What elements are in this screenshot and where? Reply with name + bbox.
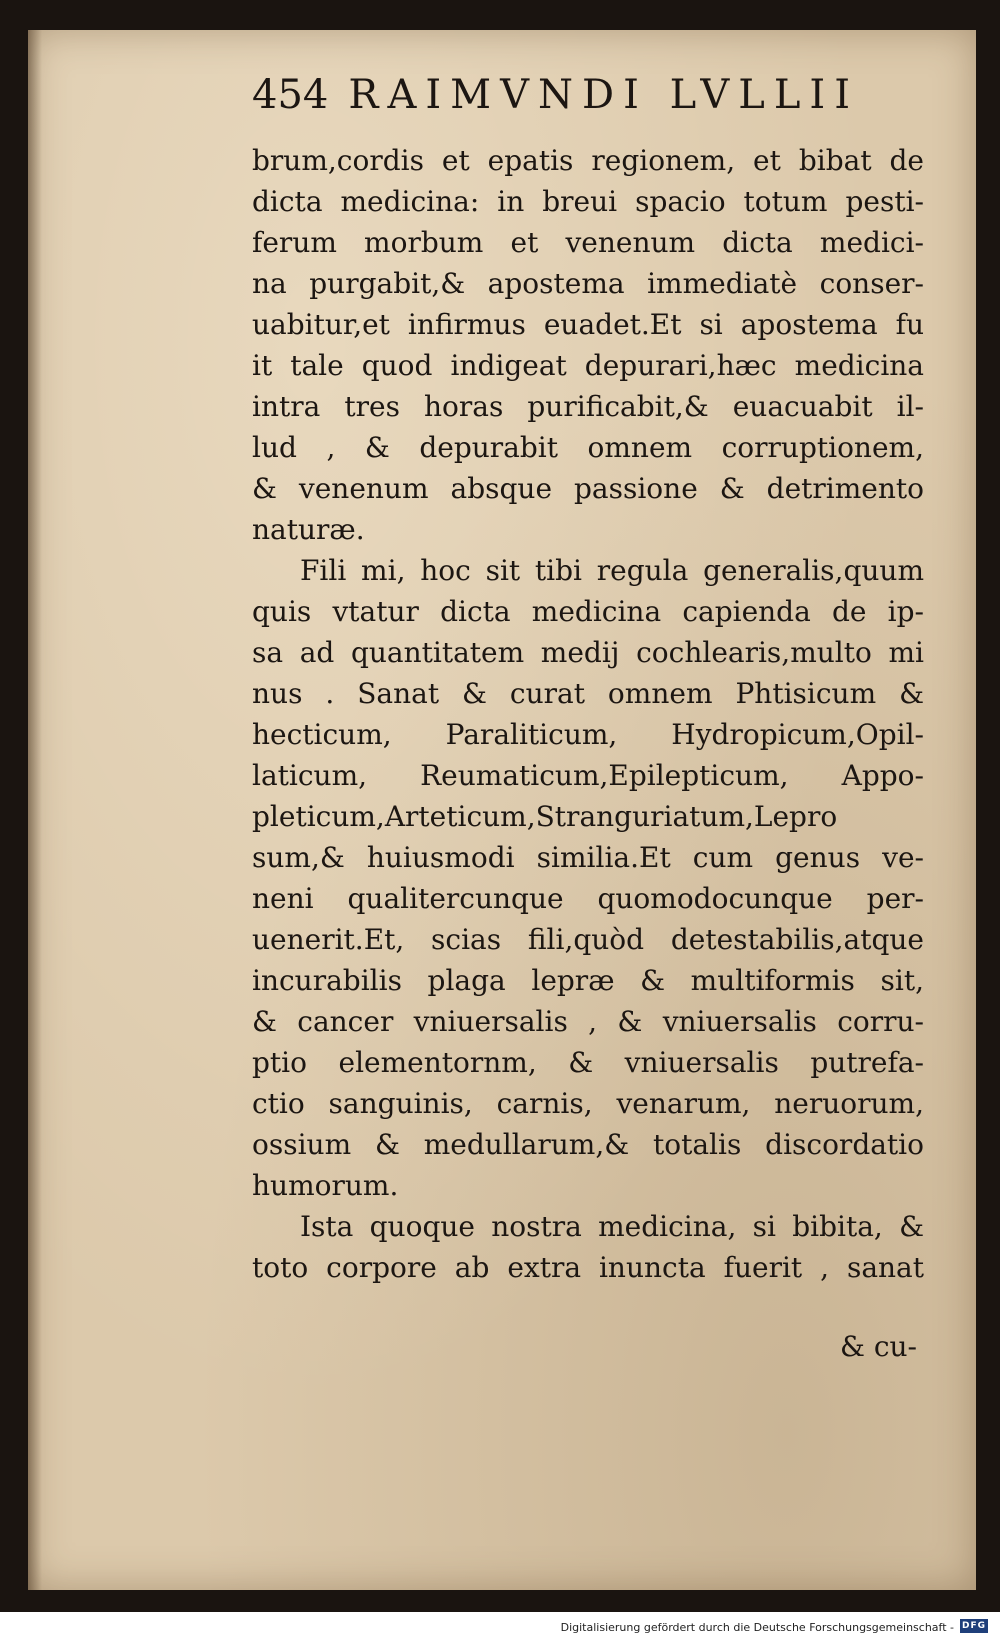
- text-line: sa ad quantitatem medij cochlearis,multo mi: [252, 636, 924, 669]
- text-line: laticum, Reumaticum,Epilepticum, Appo-: [252, 759, 924, 792]
- text-line: uabitur,et infirmus euadet.Et si apostema fu: [252, 308, 924, 341]
- text-line: it tale quod indigeat depurari,hæc medicina: [252, 349, 924, 382]
- catchword: & cu-: [840, 1330, 917, 1363]
- text-line: Fili mi, hoc sit tibi regula generalis,quum: [300, 554, 924, 587]
- text-line: pleticum,Arteticum,Stranguriatum,Lepro: [252, 800, 838, 833]
- text-line: toto corpore ab extra inuncta fuerit , sanat: [252, 1251, 924, 1284]
- text-line: humorum.: [252, 1169, 399, 1202]
- text-line: ferum morbum et venenum dicta medici-: [252, 226, 924, 259]
- text-line: & cancer vniuersalis , & vniuersalis corru-: [252, 1005, 924, 1038]
- text-line: hecticum, Paraliticum, Hydropicum,Opil-: [252, 718, 924, 751]
- text-line: ctio sanguinis, carnis, venarum, neruorum,: [252, 1087, 924, 1120]
- text-line: ossium & medullarum,& totalis discordatio: [252, 1128, 924, 1161]
- text-line: brum,cordis et epatis regionem, et bibat de: [252, 144, 924, 177]
- text-line: naturæ.: [252, 513, 365, 546]
- text-line: ptio elementornm, & vniuersalis putrefa-: [252, 1046, 924, 1079]
- text-line: sum,& huiusmodi similia.Et cum genus ve-: [252, 841, 924, 874]
- text-line: lud , & depurabit omnem corruptionem,: [252, 431, 924, 464]
- page-gutter-shadow: [28, 30, 42, 1590]
- text-line: quis vtatur dicta medicina capienda de ip-: [252, 595, 924, 628]
- text-line: intra tres horas purificabit,& euacuabit il-: [252, 390, 924, 423]
- page-header: [252, 72, 912, 118]
- text-line: dicta medicina: in breui spacio totum pesti-: [252, 185, 924, 218]
- dfg-logo: DFG: [961, 1621, 986, 1631]
- page-number: 454: [252, 72, 329, 118]
- text-line: nus . Sanat & curat omnem Phtisicum &: [252, 677, 924, 710]
- text-line: Ista quoque nostra medicina, si bibita, &: [300, 1210, 924, 1243]
- text-line: incurabilis plaga lepræ & multiformis sit,: [252, 964, 924, 997]
- text-line: neni qualitercunque quomodocunque per-: [252, 882, 924, 915]
- body-text: [252, 140, 924, 1288]
- running-head: RAIMVNDI LVLLII: [348, 72, 860, 118]
- text-line: uenerit.Et, scias fili,quòd detestabilis,atque: [252, 923, 924, 956]
- digitization-credit: Digitalisierung gefördert durch die Deutsche Forschungsgemeinschaft -: [560, 1621, 954, 1634]
- text-line: na purgabit,& apostema immediatè conser-: [252, 267, 924, 300]
- text-line: & venenum absque passione & detrimento: [252, 472, 924, 505]
